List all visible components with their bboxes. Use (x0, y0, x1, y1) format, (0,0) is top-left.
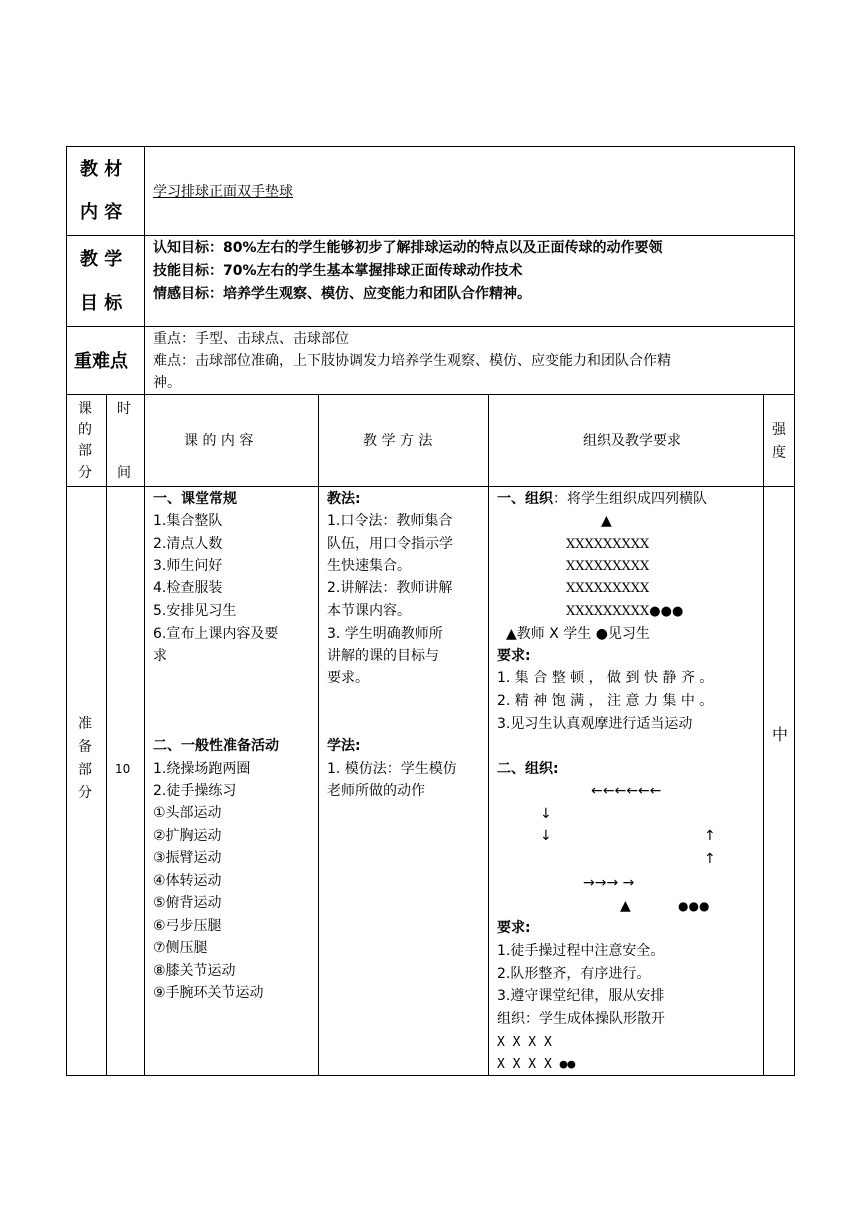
content-item: 6.宣布上课内容及要 (153, 626, 279, 642)
method-line: 2.讲解法：教师讲解 (327, 580, 453, 596)
content-item: ⑤俯背运动 (153, 895, 222, 911)
method-line: 3. 学生明确教师所 (327, 626, 443, 642)
formation-row: XXXXXXXXX (566, 581, 650, 596)
loop-bottom-arrows: →→→ → (583, 875, 635, 891)
label-divider (144, 146, 145, 394)
goals-label-2: 目 标 (80, 293, 123, 314)
content-item: 5.安排见习生 (153, 603, 237, 619)
content-item: ⑧膝关节运动 (153, 963, 236, 979)
row-part-1: 准 (78, 716, 92, 732)
method-line: 1.口令法：教师集合 (327, 513, 453, 529)
content-item: ⑥弓步压腿 (153, 918, 222, 934)
row-part-4: 分 (78, 785, 92, 801)
org1-title: 一、组织 (497, 491, 553, 507)
req2-line: 1.徒手操过程中注意安全。 (497, 943, 665, 959)
req2-line: 3.遵守课堂纪律，服从安排 (497, 988, 665, 1004)
col-header-part-1: 课 (78, 401, 92, 417)
focus-difficulty-cont: 神。 (153, 375, 181, 391)
goal-cognitive: 认知目标：80%左右的学生能够初步了解排球运动的特点以及正面传球的动作要领 (153, 240, 663, 256)
org2-title: 二、组织: (497, 761, 559, 777)
col-header-part-2: 的 (78, 422, 92, 438)
content-item: 1.集合整队 (153, 513, 223, 529)
org1-text: ：将学生组织成四列横队 (553, 491, 707, 507)
method-line: 生快速集合。 (327, 558, 411, 574)
content-item: 2.徒手操练习 (153, 783, 237, 799)
col-header-part-4: 分 (78, 465, 92, 481)
content-item: ③振臂运动 (153, 850, 222, 866)
table-border-bottom (66, 1075, 795, 1076)
col-divider (144, 394, 145, 1076)
table-border-left (66, 146, 67, 1076)
content-item: 1.绕操场跑两圈 (153, 761, 251, 777)
method-teach-title: 教法: (327, 491, 361, 507)
material-label-2: 内 容 (80, 202, 123, 223)
row-divider (66, 326, 795, 327)
req2-line: 组织：学生成体操队形散开 (497, 1011, 665, 1027)
focus-key-point: 重点：手型、击球点、击球部位 (153, 331, 349, 347)
content-item: ②扩胸运动 (153, 828, 222, 844)
method-line: 要求。 (327, 670, 369, 686)
org1-heading (497, 488, 707, 511)
formation-row: XXXXXXXXX (566, 559, 650, 574)
observer-dots: ●●● (678, 899, 710, 913)
content-item: ⑨手腕环关节运动 (153, 985, 264, 1001)
goal-affective: 情感目标：培养学生观察、模仿、应变能力和团队合作精神。 (153, 286, 531, 302)
col-header-time-2: 间 (117, 465, 131, 481)
goals-label-1: 教 学 (80, 249, 123, 270)
col-divider (488, 394, 489, 1076)
content-section2-title: 二、一般性准备活动 (153, 738, 279, 754)
content-item: ④体转运动 (153, 873, 222, 889)
col-header-intensity-1: 强 (772, 422, 786, 438)
req1-title: 要求: (497, 648, 531, 664)
material-label-1: 教 材 (80, 159, 123, 180)
content-section1-title: 一、课堂常规 (153, 491, 237, 507)
formation-row: XXXXXXXXX (566, 537, 650, 552)
content-item: 3.师生问好 (153, 558, 223, 574)
col-header-time-1: 时 (117, 401, 131, 417)
method-line: 本节课内容。 (327, 603, 411, 619)
row-divider (66, 235, 795, 236)
formation-legend: ▲教师 X 学生 ●见习生 (506, 626, 650, 642)
bottom-formation-row: X X X X (497, 1035, 552, 1050)
content-item: 4.检查服装 (153, 580, 223, 596)
col-divider (763, 394, 764, 1076)
loop-top-arrows: ←←←←←← (591, 783, 662, 799)
col-header-method: 教 学 方 法 (363, 433, 433, 449)
req1-line: 2. 精 神 饱 满 ， 注 意 力 集 中 。 (497, 693, 714, 709)
col-header-content: 课 的 内 容 (184, 433, 254, 449)
focus-label: 重难点 (74, 351, 128, 372)
row-part-3: 部 (78, 762, 92, 778)
loop-down-arrow: ↓ (540, 828, 552, 844)
content-item: ①头部运动 (153, 805, 222, 821)
loop-up-arrow: ↑ (704, 828, 716, 844)
lesson-plan-table (66, 146, 795, 1076)
method-line: 讲解的课的目标与 (327, 648, 439, 664)
col-header-intensity-2: 度 (772, 445, 786, 461)
table-border-top (66, 146, 795, 147)
material-value: 学习排球正面双手垫球 (153, 184, 293, 200)
teacher-triangle: ▲ (601, 513, 612, 529)
row-part-2: 备 (78, 739, 92, 755)
loop-down-arrow: ↓ (540, 806, 552, 822)
row-intensity: 中 (772, 725, 789, 744)
teacher-triangle: ▲ (620, 898, 631, 914)
req2-line: 2.队形整齐，有序进行。 (497, 966, 651, 982)
row-divider (66, 486, 795, 487)
content-item: 求 (153, 648, 167, 664)
method-line: 老师所做的动作 (327, 783, 425, 799)
col-divider (318, 394, 319, 1076)
col-divider (106, 394, 107, 1076)
loop-up-arrow: ↑ (704, 851, 716, 867)
row-time: 10 (115, 762, 131, 776)
table-border-right (794, 146, 795, 1076)
req2-title: 要求: (497, 920, 531, 936)
method-line: 1. 模仿法：学生模仿 (327, 761, 457, 777)
col-header-org: 组织及教学要求 (583, 433, 681, 449)
focus-difficulty: 难点：击球部位准确，上下肢协调发力培养学生观察、模仿、应变能力和团队合作精 (153, 353, 671, 369)
bottom-formation-row: X X X X ●● (497, 1057, 576, 1072)
req1-line: 1. 集 合 整 顿 ， 做 到 快 静 齐 。 (497, 670, 714, 686)
content-item: 2.清点人数 (153, 536, 223, 552)
goal-skill: 技能目标：70%左右的学生基本掌握排球正面传球动作技术 (153, 263, 523, 279)
method-line: 队伍，用口令指示学 (327, 536, 453, 552)
req1-line: 3.见习生认真观摩进行适当运动 (497, 716, 693, 732)
formation-row: XXXXXXXXX●●● (566, 604, 684, 619)
content-item: ⑦侧压腿 (153, 940, 208, 956)
method-learn-title: 学法: (327, 738, 361, 754)
col-header-part-3: 部 (78, 443, 92, 459)
